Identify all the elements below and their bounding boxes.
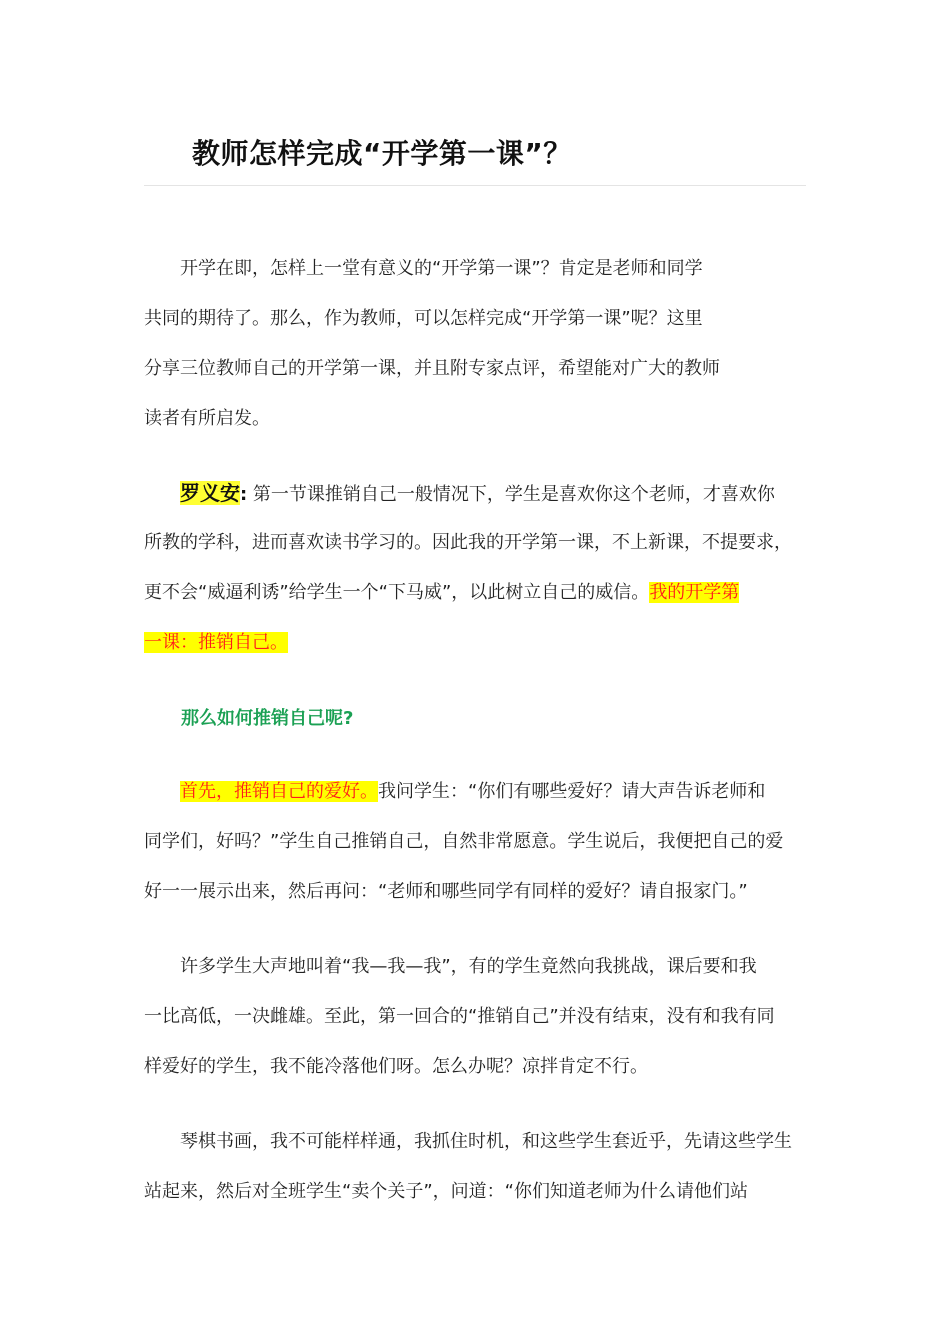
document-title: 教师怎样完成“开学第一课”？ bbox=[192, 137, 572, 170]
case1-teacher-name: 罗义安 bbox=[180, 481, 240, 505]
intro-line-3: 分享三位教师自己的开学第一课，并且附专家点评，希望能对广大的教师 bbox=[144, 358, 720, 379]
case1-line-4 bbox=[144, 630, 288, 656]
intro-line-1: 开学在即，怎样上一堂有意义的“开学第一课”？肯定是老师和同学 bbox=[180, 258, 703, 279]
case1-highlight-part-1: 我的开学第 bbox=[649, 582, 740, 603]
section-subheading: 那么如何推销自己呢? bbox=[181, 708, 354, 729]
hobby-line-2: 同学们，好吗？”学生自己推销自己，自然非常愿意。学生说后，我便把自己的爱 bbox=[144, 831, 784, 852]
challenge-line-2: 一比高低，一决雌雄。至此，第一回合的“推销自己”并没有结束，没有和我有同 bbox=[144, 1006, 775, 1027]
hobby-line-1 bbox=[180, 779, 765, 805]
hobby-highlight: 首先，推销自己的爱好。 bbox=[180, 781, 378, 802]
case1-line-1-text: 第一节课推销自己一般情况下，学生是喜欢你这个老师，才喜欢你 bbox=[247, 484, 775, 505]
case1-line-3 bbox=[144, 580, 739, 606]
case1-highlight-part-2: 一课：推销自己。 bbox=[144, 632, 288, 653]
intro-line-4: 读者有所启发。 bbox=[144, 408, 270, 429]
arts-line-2: 站起来，然后对全班学生“卖个关子”，问道：“你们知道老师为什么请他们站 bbox=[144, 1181, 748, 1202]
challenge-line-3: 样爱好的学生，我不能冷落他们呀。怎么办呢？凉拌肯定不行。 bbox=[144, 1056, 648, 1077]
intro-line-2: 共同的期待了。那么，作为教师，可以怎样完成“开学第一课”呢？这里 bbox=[144, 308, 703, 329]
case1-colon: : bbox=[240, 484, 248, 505]
title-divider bbox=[144, 185, 806, 186]
challenge-line-1: 许多学生大声地叫着“我—我—我”，有的学生竟然向我挑战，课后要和我 bbox=[180, 956, 757, 977]
hobby-line-1-text: 我问学生：“你们有哪些爱好？请大声告诉老师和 bbox=[378, 781, 766, 802]
arts-line-1: 琴棋书画，我不可能样样通，我抓住时机，和这些学生套近乎，先请这些学生 bbox=[180, 1131, 792, 1152]
case1-line-3-text: 更不会“威逼利诱”给学生一个“下马威”，以此树立自己的威信。 bbox=[144, 582, 650, 603]
case1-line-2: 所教的学科，进而喜欢读书学习的。因此我的开学第一课，不上新课，不提要求， bbox=[144, 532, 792, 553]
case1-line-1 bbox=[180, 480, 775, 508]
hobby-line-3: 好一一展示出来，然后再问：“老师和哪些同学有同样的爱好？请自报家门。” bbox=[144, 881, 748, 902]
